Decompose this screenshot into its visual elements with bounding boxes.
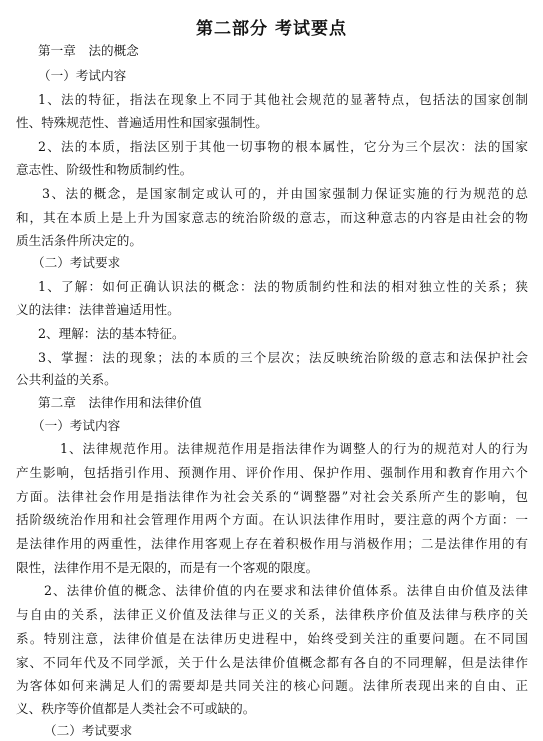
paragraph-line: 括阶级统治作用和社会管理作用两个方面。在认识法律作用时，要注意的两个方面：一 <box>16 512 528 527</box>
paragraph-line: 1、法律规范作用。法律规范作用是指法律作为调整人的行为的规范对人的行为 <box>60 441 528 456</box>
paragraph-line: 2、法律价值的概念、法律价值的内在要求和法律价值体系。法律自由价值及法律 <box>44 583 528 598</box>
paragraph-line: 义、秩序等价值都是人类社会不可或缺的。 <box>16 701 256 716</box>
paragraph-line: 1、法的特征，指法在现象上不同于其他社会规范的显著特点，包括法的国家创制 <box>38 92 528 107</box>
chapter-heading: 第一章 法的概念 <box>38 43 139 58</box>
paragraph-line: 是法律作用的两重性，法律作用客观上存在着积极作用与消极作用；二是法律作用的有 <box>16 536 528 551</box>
paragraph-line: 限性，法律作用不是无限的，而是有一个客观的限度。 <box>16 560 319 575</box>
paragraph-line: 家、不同年代及不同学派，关于什么是法律价值概念都有各自的不同理解，但是法律作 <box>16 655 528 670</box>
section-heading: （二）考试要求 <box>32 255 121 270</box>
paragraph-line: 产生影响，包括指引作用、预测作用、评价作用、保护作用、强制作用和教育作用六个 <box>16 465 528 480</box>
page-title: 第二部分 考试要点 <box>196 19 347 39</box>
paragraph-line: 和，其在本质上是上升为国家意志的统治阶级的意志，而这种意志的内容是由社会的物 <box>16 210 528 225</box>
paragraph-line: 系。特别注意，法律价值是在法律历史进程中，始终受到关注的重要问题。在不同国 <box>16 631 528 646</box>
paragraph-line: 与自由的关系，法律正义价值及法律与正义的关系，法律秩序价值及法律与秩序的关 <box>16 607 528 622</box>
paragraph-line: 为客体如何来满足人们的需要却是共同关注的核心问题。法律所表现出来的自由、正 <box>16 678 528 693</box>
paragraph-line: 3、掌握：法的现象；法的本质的三个层次；法反映统治阶级的意志和法保护社会 <box>38 350 528 365</box>
paragraph-line: 质生活条件所决定的。 <box>16 233 142 248</box>
paragraph-line: 公共利益的关系。 <box>16 372 117 387</box>
chapter-heading: 第二章 法律作用和法律价值 <box>38 395 202 410</box>
paragraph-line: 意志性、阶级性和物质制约性。 <box>16 162 193 177</box>
section-heading: （一）考试内容 <box>32 418 121 433</box>
section-heading: （一）考试内容 <box>38 68 127 83</box>
paragraph-line: 性、特殊规范性、普遍适用性和国家强制性。 <box>16 115 268 130</box>
paragraph-line: 2、理解：法的基本特征。 <box>38 326 185 341</box>
paragraph-line: 2、法的本质，指法区别于其他一切事物的根本属性，它分为三个层次：法的国家 <box>38 139 528 154</box>
paragraph-line: 3、法的概念，是国家制定或认可的，并由国家强制力保证实施的行为规范的总 <box>42 186 528 201</box>
paragraph-line: 方面。法律社会作用是指法律作为社会关系的“调整器”对社会关系所产生的影响，包 <box>16 489 528 504</box>
section-heading: （二）考试要求 <box>44 723 133 738</box>
paragraph-line: 义的法律：法律普遍适用性。 <box>16 302 180 317</box>
paragraph-line: 1、了解：如何正确认识法的概念：法的物质制约性和法的相对独立性的关系；狭 <box>38 279 528 294</box>
